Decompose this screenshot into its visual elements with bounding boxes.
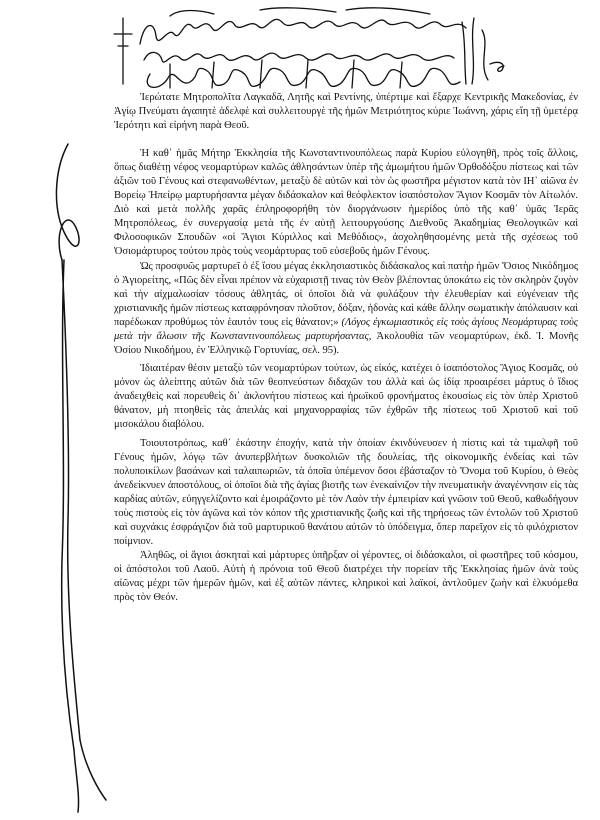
paragraph-2-citation-source: Ἀκολουθία τῶν νεομαρτύρων, ἐκδ. Ἱ. Μονῆς Ὁσίου Νικοδήμου, ἐν Ἑλληνικῷ Γορτυνίας, σελ. 95). (114, 330, 578, 356)
binding-ribbon (40, 140, 110, 820)
paragraph-3: Ἰδιαιτέραν θέσιν μεταξὺ τῶν νεομαρτύρων τούτων, ὡς εἰκός, κατέχει ὁ ἰσαπόστολος Ἅγιος Κοσμᾶς, οὐ μόνον ὡς ἀλείπτης αὐτῶν διὰ τῶν θεοπνεύστων διδαχῶν του ἀλλὰ καὶ ὡς ἰδίᾳ προαιρέσει μάρτυς ὁ ἴδιος ἀναδειχθεὶς καὶ πορευθεὶς δι᾿ ἀκλονήτου πίστεως καὶ ἡρωϊκοῦ φρονήματος ἑκουσίως εἰς τὸν ὑπὲρ Χριστοῦ θάνατον, μὴ πτοηθεὶς τὰς ἀπειλὰς καὶ μηχανορραφίας τῶν ἐχθρῶν τῆς πίστεως τοῦ Χριστοῦ καὶ τοῦ μισοκάλου διαβόλου. (114, 363, 578, 431)
paragraph-2-citation-title: (Λόγος ἐγκωμιαστικὸς εἰς τοὺς ἁγίους Νεομάρτυρας τοὺς μετὰ τὴν ἅλωσιν τῆς Κωνσταντινουπόλεως μαρτυρήσαντας, (114, 316, 578, 342)
letter-body (114, 91, 578, 605)
salutation: Ἱερώτατε Μητροπολῖτα Λαγκαδᾶ, Λητῆς καὶ Ρεντίνης, ὑπέρτιμε καὶ ἔξαρχε Κεντρικῆς Μακεδονίας, ἐν Ἁγίῳ Πνεύματι ἀγαπητὲ ἀδελφὲ καὶ συλλειτουργὲ τῆς ἡμῶν Μετριότητος κύριε Ἰωάννη, χάρις εἴη τῇ ὑμετέρᾳ Ἱερότητι καὶ εἰρήνη παρὰ Θεοῦ. (114, 92, 578, 132)
paragraph-4: Τοιουτοτρόπως, καθ᾿ ἑκάστην ἐποχήν, κατὰ τὴν ὁποίαν ἐκινδύνευσεν ἡ πίστις καὶ τὰ τιμαλφῆ τοῦ Γένους ἡμῶν, λόγῳ τῶν ἀνυπερβλήτων δυσκολιῶν τῆς δουλείας, τῆς οἰκονομικῆς ἐνδείας καὶ τῶν πολυποικίλων βασάνων καὶ ταλαιπωριῶν, τὰ ὁποῖα ὑπέμενον ὅσοι ἐβάσταζον τὸ Ὄνομα τοῦ Κυρίου, ὁ Θεὸς ἀνεδείκνυεν ἀποστόλους, οἱ ὁποῖοι διὰ τῆς ἁγίας βιοτῆς των ἐνεκαίνιζον τὴν πνευματικὴν ἀναγέννησιν εἰς τὰς καρδίας αὐτῶν, εὐηγγελίζοντο καὶ ἐμοιράζοντο μὲ τὸν Λαὸν τὴν ἐμπειρίαν καὶ γνῶσιν τοῦ Θεοῦ, καθωδήγουν τοὺς πιστοὺς εἰς τὸν ἀγῶνα καὶ τὸν κόπον τῆς χριστιανικῆς ζωῆς καὶ τῆς τηρήσεως τῶν ἐντολῶν τοῦ Χριστοῦ καὶ συχνάκις ἐσφράγιζον διὰ τοῦ μαρτυρικοῦ θανάτου αὐτῶν τὸ ὑπόδειγμα, ὅπερ παρεῖχον εἰς τὸ φιλόχριστον ποίμνιον. (114, 437, 578, 547)
paragraph-1: Ἡ καθ᾿ ἡμᾶς Μήτηρ Ἐκκλησία τῆς Κωνσταντινουπόλεως παρὰ Κυρίου εὐλογηθῆ, πρὸς τοῖς ἄλλοις, ὅπως διαθέτῃ νέφος νεομαρτύρων καλῶς ἀθλησάντων ὑπὲρ τῆς ἀμωμήτου ἡμῶν Ὀρθοδόξου πίστεως καὶ τῶν ἀξιῶν τοῦ Γένους καὶ στεφανωθέντων, μεταξὺ δὲ αὐτῶν καὶ τὸν ὡς φωστῆρα μέγιστον κατὰ τὸν ΙΗ᾿ αἰῶνα ἐν Βορείῳ Ἠπείρῳ μαρτυρήσαντα μέγαν διδάσκαλον καὶ θεόφλεκτον ἰσαπόστολον Ἅγιον Κοσμᾶν τὸν Αἰτωλόν. Διὸ καὶ μετὰ πολλῆς χαρᾶς ἐπληροφορήθη τὸν διοργάνωσιν ἡμερίδος ὑπὸ τῆς καθ᾿ ὑμᾶς Ἱερᾶς Μητροπόλεως, ἐν συνεργασίᾳ μετὰ τῆς ἐν αὐτῇ λειτουργούσης Διεθνοῦς Ἀκαδημίας Θεολογικῶν καὶ Φιλοσοφικῶν Σπουδῶν «οἱ Ἅγιοι Κύριλλος καὶ Μεθόδιος», ἀσχοληθησομένης μετὰ τῆς σχέσεως τοῦ Ὁσιομάρτυρος τούτου πρὸς τοὺς νεομάρτυρας τοῦ εὐσεβοῦς ἡμῶν Γένους. (114, 148, 578, 258)
paragraph-2-quote: Ὡς προσφυῶς μαρτυρεῖ ὁ ἐξ ἴσου μέγας ἐκκλησιαστικὸς διδάσκαλος καὶ πατὴρ ἡμῶν Ὅσιος Νικόδημος ὁ Ἁγιορείτης, «Πῶς δὲν εἶναι πρέπον νὰ εὐχαριστῇ τινας τὸν Θεὸν βλέποντας ὑποκάτω εἰς τὸν σκληρὸν ζυγὸν καὶ τὴν αἰχμαλωσίαν τόσους ἀθλητάς, οἱ ὁποῖοι διὰ νὰ φυλάξουν τὴν ἐλευθερίαν καὶ εὐγένειαν τῆς χριστιανικῆς ἡμῶν πίστεως καταφρόνησαν πλοῦτον, δόξαν, ἡδονὰς καὶ κάθε ἄλλην σωματικὴν ἀπόλαυσιν καὶ παρέδωκαν προθύμως τὸν ἑαυτόν τους εἰς θάνατον;» (114, 260, 578, 328)
patriarch-signature (110, 4, 510, 92)
paragraph-2 (114, 260, 578, 358)
paragraph-5: Ἀληθῶς, οἱ ἅγιοι ἀσκηταὶ καὶ μάρτυρες ὑπῆρξαν οἱ γέροντες, οἱ διδάσκαλοι, οἱ φωστῆρες τοῦ κόσμου, οἱ ἀπόστολοι τοῦ Λαοῦ. Αὐτὴ ἡ πρόνοια τοῦ Θεοῦ διατρέχει τὴν πορείαν τῆς Ἐκκλησίας ἡμῶν ἀνὰ τοὺς αἰῶνας μέχρι τῶν ἡμερῶν ἡμῶν, καὶ ἐξ αὐτῶν πάντες, κληρικοὶ καὶ λαϊκοί, ἀντλοῦμεν ζωὴν καὶ ἑλκυόμεθα πρὸς τὸν Θεόν. (114, 550, 578, 604)
